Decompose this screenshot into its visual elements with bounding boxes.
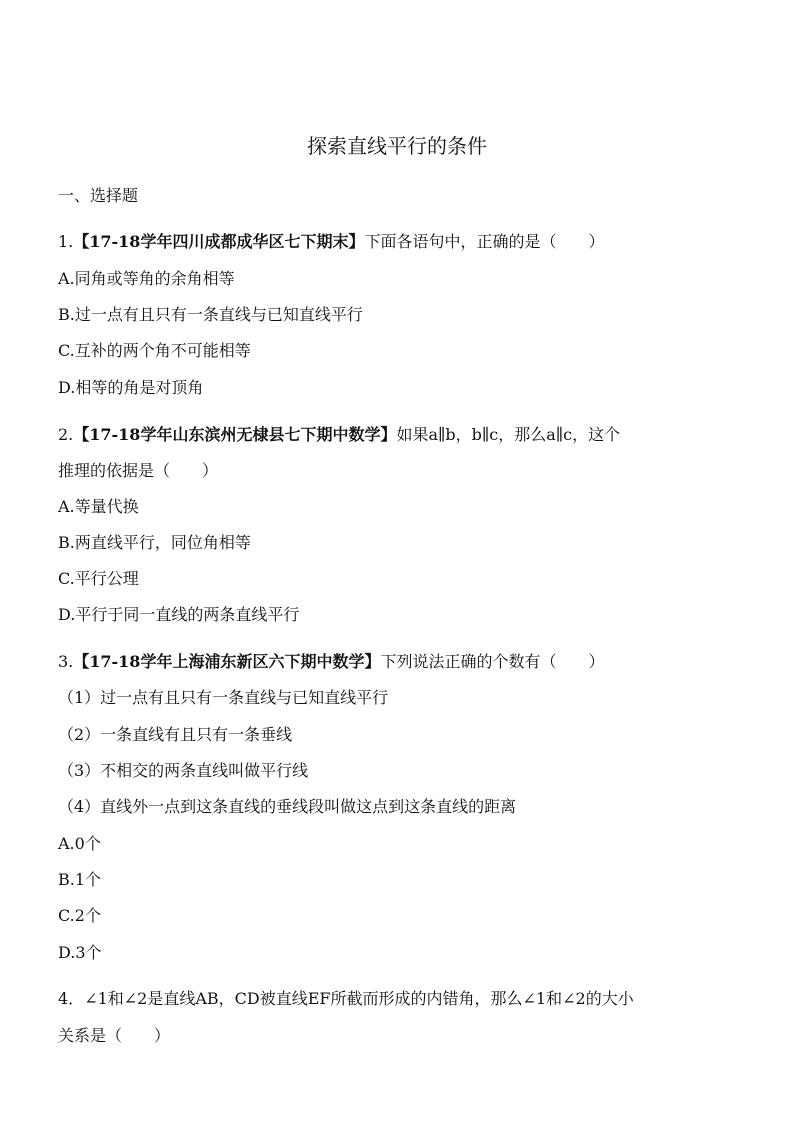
question-3-statement-3: （3）不相交的两条直线叫做平行线 [58, 761, 309, 780]
question-1-option-b: B.过一点有且只有一条直线与已知直线平行 [58, 305, 363, 324]
question-1-option-c: C.互补的两个角不可能相等 [58, 341, 251, 360]
question-2-source: 【17-18学年山东滨州无棣县七下期中数学】 [73, 425, 397, 444]
question-1-text: 下面各语句中，正确的是（ ） [364, 232, 605, 251]
question-3-stem [58, 650, 748, 674]
question-2-option-a: A.等量代换 [58, 497, 139, 516]
question-2-option-d: D.平行于同一直线的两条直线平行 [58, 605, 300, 624]
section-heading: 一、选择题 [58, 186, 139, 205]
question-1-option-d: D.相等的角是对顶角 [58, 378, 204, 397]
question-2-stem-continued: 推理的依据是（ ） [58, 461, 219, 480]
question-2-text: 如果a∥b，b∥c，那么a∥c，这个 [396, 425, 621, 444]
question-4-stem [58, 987, 748, 1011]
question-4-text: ∠1和∠2是直线AB，CD被直线EF所截而形成的内错角，那么∠1和∠2的大小 [84, 989, 634, 1008]
question-3-statement-2: （2）一条直线有且只有一条垂线 [58, 725, 293, 744]
question-3-option-c: C.2个 [58, 906, 101, 925]
question-3-option-b: B.1个 [58, 870, 102, 889]
question-1-source: 【17-18学年四川成都成华区七下期末】 [73, 232, 365, 251]
question-1-option-a: A.同角或等角的余角相等 [58, 269, 235, 288]
question-3-option-a: A.0个 [58, 834, 101, 853]
question-3-source: 【17-18学年上海浦东新区六下期中数学】 [73, 652, 381, 671]
question-4-stem-continued: 关系是（ ） [58, 1026, 171, 1045]
question-2-option-c: C.平行公理 [58, 569, 139, 588]
question-1-number: 1. [58, 232, 74, 251]
question-2-option-b: B.两直线平行，同位角相等 [58, 533, 251, 552]
question-2-stem [58, 423, 748, 447]
question-3-statement-4: （4）直线外一点到这条直线的垂线段叫做这点到这条直线的距离 [58, 797, 517, 816]
question-3-text: 下列说法正确的个数有（ ） [380, 652, 605, 671]
question-2-number: 2. [58, 425, 74, 444]
page-title: 探索直线平行的条件 [307, 134, 487, 158]
question-4-number: 4． [58, 989, 85, 1008]
question-3-number: 3. [58, 652, 74, 671]
question-3-option-d: D.3个 [58, 943, 102, 962]
question-1-stem [58, 230, 748, 254]
question-3-statement-1: （1）过一点有且只有一条直线与已知直线平行 [58, 688, 389, 707]
